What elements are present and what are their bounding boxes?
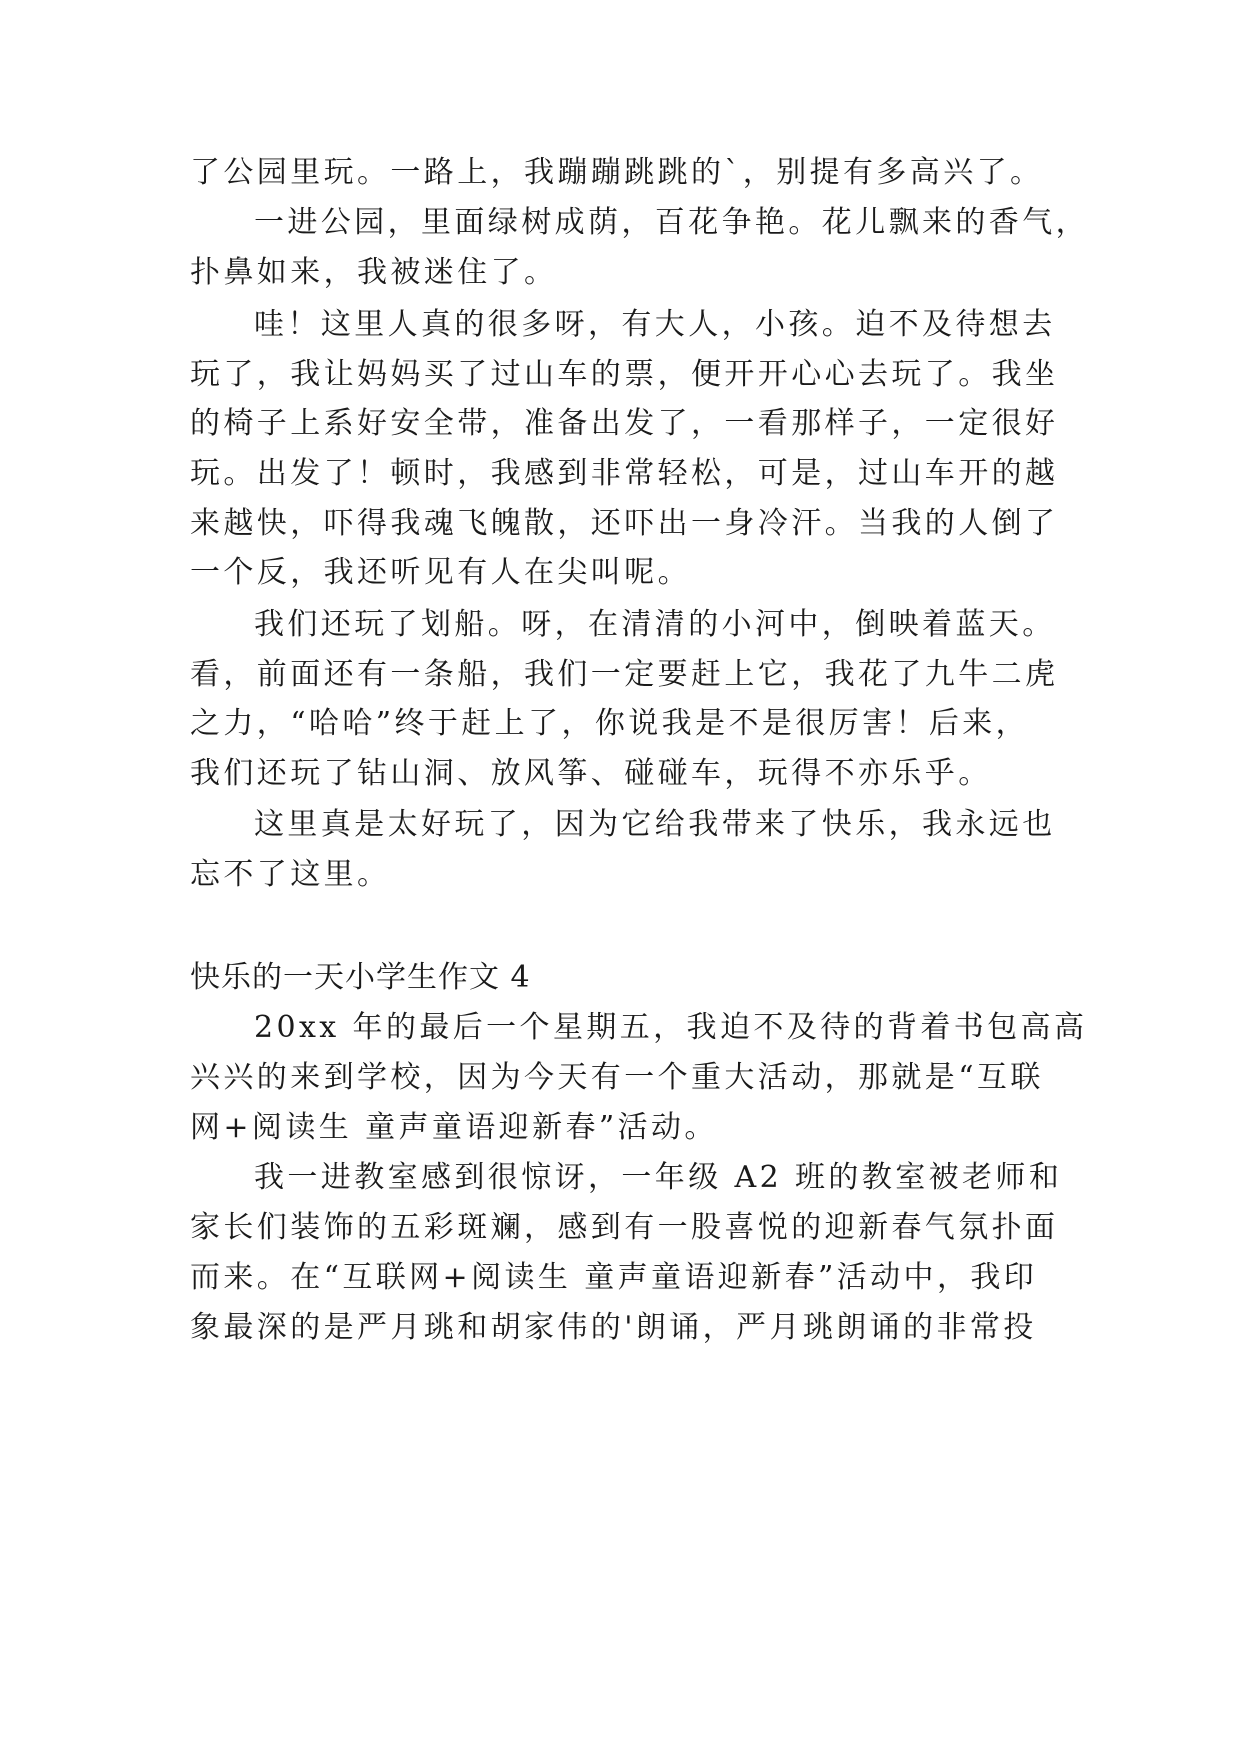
text-line: 家长们装饰的五彩斑斓，感到有一股喜悦的迎新春气氛扑面: [190, 1210, 1059, 1245]
text-line: 看，前面还有一条船，我们一定要赶上它，我花了九牛二虎: [190, 657, 1059, 692]
text-line: 扑鼻如来，我被迷住了。: [190, 255, 558, 290]
text-line: 之力，“哈哈”终于赶上了，你说我是不是很厉害！后来，: [190, 706, 1030, 741]
paragraph-first-line: 一进公园，里面绿树成荫，百花争艳。花儿飘来的香气，: [254, 205, 1089, 240]
text-line: 网+阅读生 童声童语迎新春”活动。: [190, 1110, 718, 1145]
paragraph-first-line: 这里真是太好玩了，因为它给我带来了快乐，我永远也: [254, 807, 1056, 842]
text-line: 一个反，我还听见有人在尖叫呢。: [190, 555, 691, 590]
text-line: 兴兴的来到学校，因为今天有一个重大活动，那就是“互联: [190, 1060, 1044, 1095]
text-line: 象最深的是严月珧和胡家伟的'朗诵，严月珧朗诵的非常投: [190, 1310, 1037, 1345]
text-line: 的椅子上系好安全带，准备出发了，一看那样子，一定很好: [190, 406, 1059, 441]
text-line: 玩了，我让妈妈买了过山车的票，便开开心心去玩了。我坐: [190, 357, 1059, 392]
section-heading: 快乐的一天小学生作文 4: [190, 960, 531, 995]
paragraph-first-line: 20xx 年的最后一个星期五，我迫不及待的背着书包高高: [254, 1010, 1088, 1045]
paragraph-first-line: 我们还玩了划船。呀，在清清的小河中，倒映着蓝天。: [254, 607, 1056, 642]
text-line: 了公园里玩。一路上，我蹦蹦跳跳的`，别提有多高兴了。: [190, 155, 1044, 190]
text-line: 忘不了这里。: [190, 857, 391, 892]
text-line: 我们还玩了钻山洞、放风筝、碰碰车，玩得不亦乐乎。: [190, 756, 992, 791]
paragraph-first-line: 哇！这里人真的很多呀，有大人，小孩。迫不及待想去: [254, 307, 1056, 342]
text-line: 玩。出发了！顿时，我感到非常轻松，可是，过山车开的越: [190, 456, 1059, 491]
text-line: 来越快，吓得我魂飞魄散，还吓出一身冷汗。当我的人倒了: [190, 506, 1059, 541]
text-line: 而来。在“互联网+阅读生 童声童语迎新春”活动中，我印: [190, 1260, 1038, 1295]
paragraph-first-line: 我一进教室感到很惊讶，一年级 A2 班的教室被老师和: [254, 1160, 1063, 1195]
